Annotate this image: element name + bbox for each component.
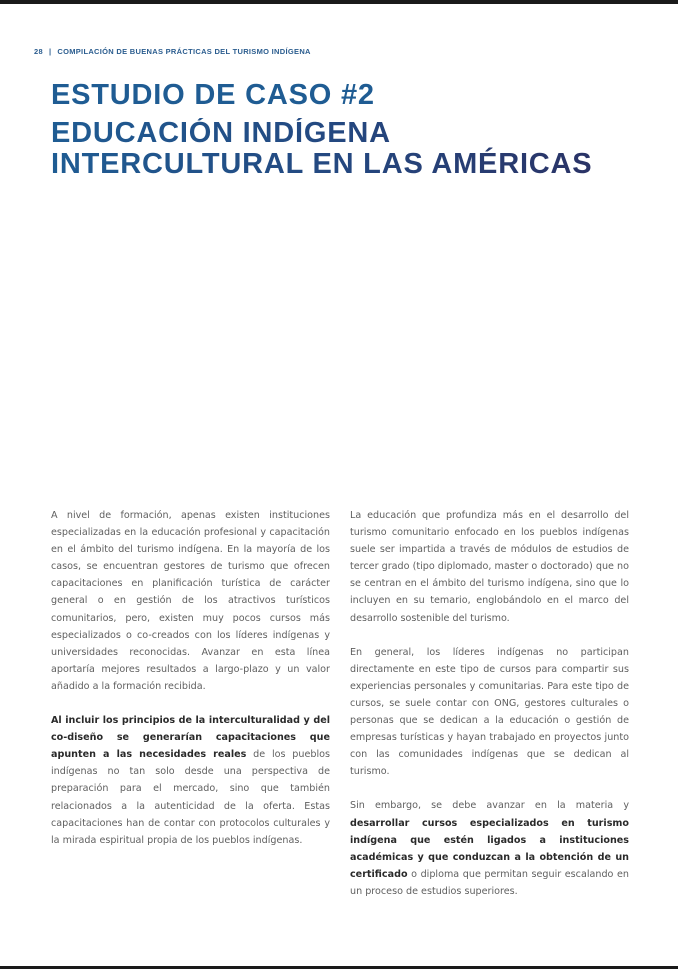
case-study-title: ESTUDIO DE CASO #2 — [51, 79, 375, 111]
case-study-subtitle — [51, 118, 592, 180]
right-paragraph-3-start: Sin embargo, se debe avanzar en la materia y — [350, 800, 629, 812]
running-header — [34, 47, 311, 56]
header-separator: | — [48, 47, 52, 56]
subtitle-line-2: INTERCULTURAL EN LAS AMÉRICAS — [51, 148, 593, 180]
right-paragraph-3-emphasis: desarrollar cursos especializados en turismo indígena que estén ligados a instituciones académicas y que conduzcan a la obtención de un certificado — [350, 817, 629, 880]
left-paragraph-2 — [51, 712, 330, 849]
running-title: COMPILACIÓN DE BUENAS PRÁCTICAS DEL TURISMO INDÍGENA — [57, 47, 311, 56]
right-paragraph-3-end: o diploma que permitan seguir escalando en un proceso de estudios superiores. — [350, 868, 629, 897]
left-paragraph-2-emphasis: Al incluir los principios de la interculturalidad y del co-diseño se generarían capacitaciones que apunten a las necesidades reales — [51, 715, 330, 761]
left-paragraph-2-rest: de los pueblos indígenas no tan solo desde una perspectiva de preparación para el mercado, sino que también relacionados a la autenticidad de la oferta. Estas capacitaciones han de contar con protocolos culturales y la mirada espiritual propia de los pueblos indígenas. — [51, 749, 330, 846]
right-paragraph-3 — [350, 797, 629, 900]
right-column — [350, 507, 629, 917]
page-number: 28 — [34, 47, 43, 56]
right-paragraph-2: En general, los líderes indígenas no participan directamente en este tipo de cursos para compartir sus experiencias personales y comunitarias. Para este tipo de cursos, se suele contar con ONG, gestores culturales o personas que se dedican a la educación o gestión de empresas turísticas y hayan trabajado en proyectos junto con las comunidades indígenas que se dedican al turismo. — [350, 646, 629, 778]
subtitle-line-1: EDUCACIÓN INDÍGENA — [51, 117, 391, 149]
left-paragraph-1: A nivel de formación, apenas existen instituciones especializadas en la educación profesional y capacitación en el ámbito del turismo indígena. En la mayoría de los casos, se encuentran gestores de turismo que ofrecen capacitaciones en planificación turística de carácter general o en gestión de los atractivos turísticos comunitarios, pero, existen muy pocos cursos más especializados o co-creados con los líderes indígenas y universidades reconocidas. Avanzar en esta línea aportaría mejores resultados a largo-plazo y un valor añadido a la formación recibida. — [51, 510, 330, 692]
top-border — [0, 0, 678, 4]
right-paragraph-1: La educación que profundiza más en el desarrollo del turismo comunitario enfocado en los pueblos indígenas suele ser impartida a través de módulos de estudios de tercer grado (tipo diplomado, master o doctorado) que no se centran en el ámbito del turismo indígena, sino que lo incluyen en su temario, englobándolo en el marco del desarrollo sostenible del turismo. — [350, 510, 629, 624]
left-column — [51, 507, 330, 866]
